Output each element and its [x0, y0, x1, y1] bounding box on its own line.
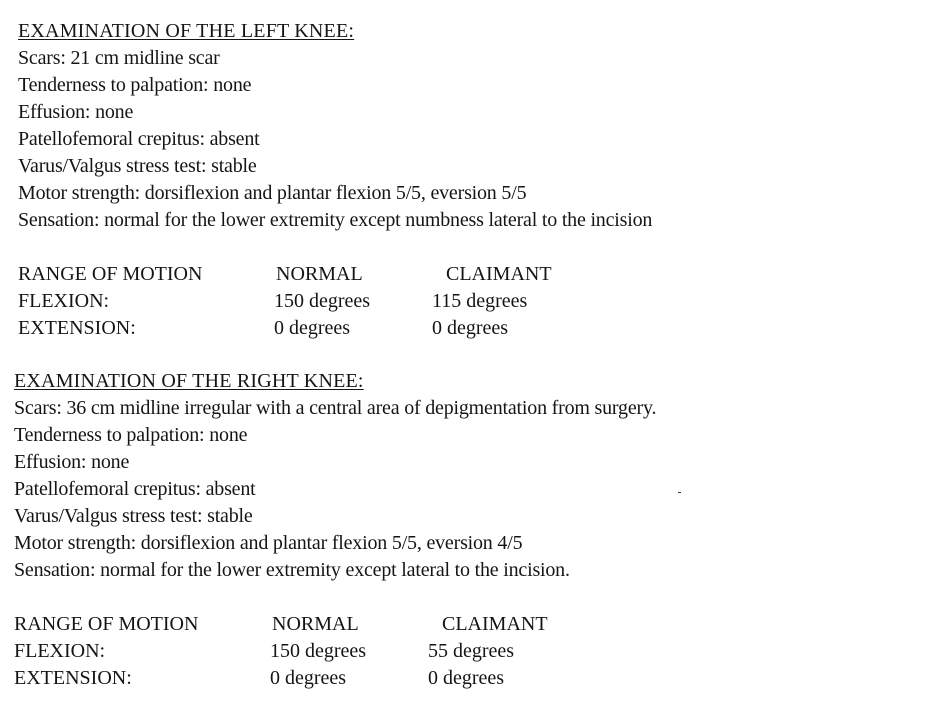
section-spacer: [18, 234, 878, 261]
rom-header-normal: NORMAL: [276, 263, 363, 285]
left-knee-heading: EXAMINATION OF THE LEFT KNEE:: [18, 20, 355, 42]
scan-speck: [678, 492, 681, 493]
rom-row-claimant: 0 degrees: [428, 667, 505, 689]
left-knee-section: [18, 18, 878, 342]
rom-row-claimant: 115 degrees: [432, 290, 528, 312]
rom-row-label: EXTENSION:: [18, 317, 136, 339]
left-knee-finding-tenderness: Tenderness to palpation: none: [18, 74, 252, 96]
right-knee-finding-effusion: Effusion: none: [14, 451, 130, 473]
rom-row-normal: 0 degrees: [270, 667, 347, 689]
right-knee-rom-extension-row: [14, 665, 874, 692]
right-knee-rom-table: [14, 611, 874, 692]
right-knee-finding-stress-test: Varus/Valgus stress test: stable: [14, 505, 253, 527]
right-knee-finding-scars: Scars: 36 cm midline irregular with a central area of depigmentation from surgery.: [14, 397, 657, 419]
left-knee-finding-stress-test: Varus/Valgus stress test: stable: [18, 155, 257, 177]
right-knee-finding-crepitus: Patellofemoral crepitus: absent: [14, 478, 256, 500]
rom-header-label: RANGE OF MOTION: [18, 263, 203, 285]
rom-row-claimant: 55 degrees: [428, 640, 515, 662]
rom-row-normal: 150 degrees: [270, 640, 367, 662]
rom-header-claimant: CLAIMANT: [442, 613, 548, 635]
right-knee-finding-sensation: Sensation: normal for the lower extremity except lateral to the incision.: [14, 559, 570, 581]
left-knee-rom-table: [18, 261, 878, 342]
right-knee-finding-tenderness: Tenderness to palpation: none: [14, 424, 248, 446]
left-knee-finding-scars: Scars: 21 cm midline scar: [18, 47, 220, 69]
section-spacer: [14, 584, 874, 611]
right-knee-finding-motor-strength: Motor strength: dorsiflexion and plantar flexion 5/5, eversion 4/5: [14, 532, 523, 554]
right-knee-section: [14, 368, 874, 692]
rom-row-label: FLEXION:: [14, 640, 106, 662]
left-knee-rom-flexion-row: [18, 288, 878, 315]
rom-header-label: RANGE OF MOTION: [14, 613, 199, 635]
rom-header-normal: NORMAL: [272, 613, 359, 635]
rom-header-claimant: CLAIMANT: [446, 263, 552, 285]
right-knee-rom-flexion-row: [14, 638, 874, 665]
rom-row-label: FLEXION:: [18, 290, 110, 312]
left-knee-finding-motor-strength: Motor strength: dorsiflexion and plantar flexion 5/5, eversion 5/5: [18, 182, 527, 204]
right-knee-heading: EXAMINATION OF THE RIGHT KNEE:: [14, 370, 364, 392]
rom-row-normal: 150 degrees: [274, 290, 371, 312]
left-knee-finding-crepitus: Patellofemoral crepitus: absent: [18, 128, 260, 150]
rom-row-label: EXTENSION:: [14, 667, 132, 689]
left-knee-finding-sensation: Sensation: normal for the lower extremity except numbness lateral to the incision: [18, 209, 653, 231]
right-knee-rom-header-row: [14, 611, 874, 638]
left-knee-rom-extension-row: [18, 315, 878, 342]
rom-row-claimant: 0 degrees: [432, 317, 509, 339]
left-knee-finding-effusion: Effusion: none: [18, 101, 134, 123]
rom-row-normal: 0 degrees: [274, 317, 351, 339]
left-knee-rom-header-row: [18, 261, 878, 288]
